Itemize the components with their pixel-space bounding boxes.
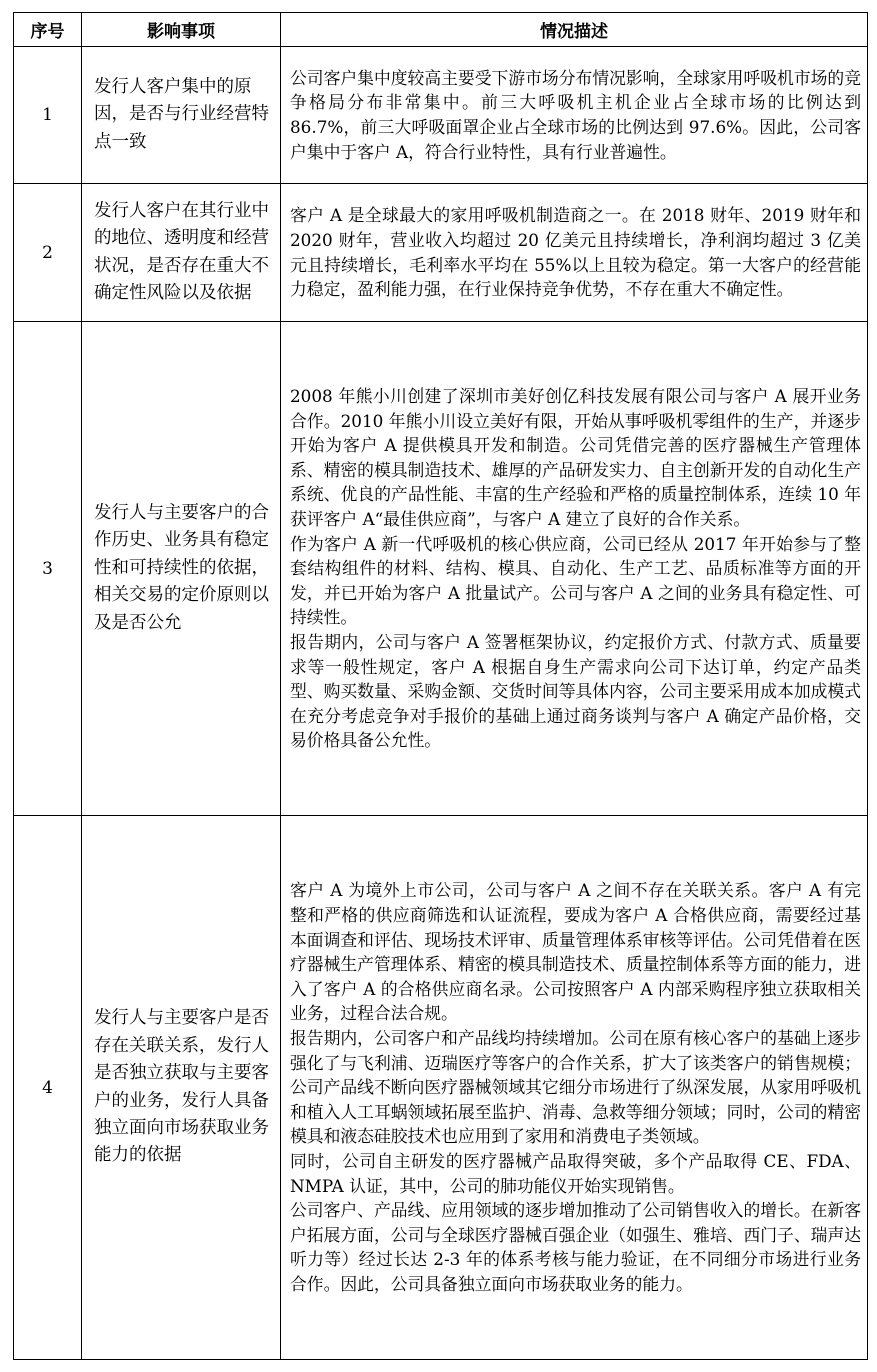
table-row: [14, 184, 868, 322]
description-paragraph: 客户 A 是全球最大的家用呼吸机制造商之一。在 2018 财年、2019 财年和 2020 财年，营业收入均超过 20 亿美元且持续增长，净利润均超过 3 亿美元且持续增长，毛利率水平均在 55%以上且较为稳定。第一大客户的经营能力稳定，盈利能力强，在行业保持竞争优势，不存在重大不确定性。: [290, 205, 861, 300]
description-paragraph: 作为客户 A 新一代呼吸机的核心供应商，公司已经从 2017 年开始参与了整套结构组件的材料、结构、模具、自动化、生产工艺、品质标准等方面的开发，并已开始为客户 A 批量试产。公司与客户 A 之间的业务具有稳定性、可持续性。: [290, 533, 861, 628]
row-item: 发行人与主要客户是否存在关联关系，发行人是否独立获取与主要客户的业务，发行人具备独立面向市场获取业务能力的依据: [82, 816, 281, 1360]
row-description: [281, 47, 868, 184]
row-item: 发行人客户集中的原因，是否与行业经营特点一致: [82, 47, 281, 184]
row-item: 发行人客户在其行业中的地位、透明度和经营状况，是否存在重大不确定性风险以及依据: [82, 184, 281, 322]
row-description: [281, 816, 868, 1360]
row-index: 1: [14, 47, 82, 184]
description-paragraph: 客户 A 为境外上市公司，公司与客户 A 之间不存在关联关系。客户 A 有完整和严格的供应商筛选和认证流程，要成为客户 A 合格供应商，需要经过基本面调查和评估、现场技术评审、质量管理体系审核等评估。公司凭借着在医疗器械生产管理体系、精密的模具制造技术、质量控制体系等方面的能力，进入了客户 A 的合格供应商名录。公司按照客户 A 内部采购程序独立获取相关业务，过程合法合规。: [290, 880, 861, 1024]
header-index: 序号: [14, 13, 82, 47]
header-description: 情况描述: [281, 13, 868, 47]
description-paragraph: 公司客户集中度较高主要受下游市场分布情况影响，全球家用呼吸机市场的竞争格局分布非常集中。前三大呼吸机主机企业占全球市场的比例达到 86.7%，前三大呼吸面罩企业占全球市场的比例达到 97.6%。因此，公司客户集中于客户 A，符合行业特性，具有行业普遍性。: [290, 67, 861, 162]
table-row: [14, 816, 868, 1360]
header-item: 影响事项: [82, 13, 281, 47]
description-paragraph: 公司客户、产品线、应用领域的逐步增加推动了公司销售收入的增长。在新客户拓展方面，公司与全球医疗器械百强企业（如强生、雅培、西门子、瑞声达听力等）经过长达 2-3 年的体系考核与能力验证，在不同细分市场进行业务合作。因此，公司具备独立面向市场获取业务的能力。: [290, 1200, 861, 1294]
row-description: [281, 184, 868, 322]
description-paragraph: 报告期内，公司与客户 A 签署框架协议，约定报价方式、付款方式、质量要求等一般性规定，客户 A 根据自身生产需求向公司下达订单，约定产品类型、购买数量、采购金额、交货时间等具体内容，公司主要采用成本加成模式在充分考虑竞争对手报价的基础上通过商务谈判与客户 A 确定产品价格，交易价格具备公允性。: [290, 631, 861, 751]
description-paragraph: 2008 年熊小川创建了深圳市美好创亿科技发展有限公司与客户 A 展开业务合作。2010 年熊小川设立美好有限，开始从事呼吸机零组件的生产，并逐步开始为客户 A 提供模具开发和制造。公司凭借完善的医疗器械生产管理体系、精密的模具制造技术、雄厚的产品研发实力、自主创新开发的自动化生产系统、优良的产品性能、丰富的生产经验和严格的质量控制体系，连续 10 年获评客户 A“最佳供应商”，与客户 A 建立了良好的合作关系。: [290, 386, 861, 530]
table-row: [14, 322, 868, 816]
description-paragraph: 报告期内，公司客户和产品线均持续增加。公司在原有核心客户的基础上逐步强化了与飞利浦、迈瑞医疗等客户的合作关系，扩大了该类客户的销售规模；公司产品线不断向医疗器械领域其它细分市场进行了纵深发展，从家用呼吸机和植入人工耳蜗领域拓展至监护、消毒、急救等细分领域；同时，公司的精密模具和液态硅胶技术也应用到了家用和消费电子类领域。: [290, 1028, 861, 1147]
row-index: 4: [14, 816, 82, 1360]
disclosure-table: [13, 12, 868, 1360]
table-header-row: [14, 13, 868, 47]
row-item: 发行人与主要客户的合作历史、业务具有稳定性和可持续性的依据，相关交易的定价原则以及是否公允: [82, 322, 281, 816]
row-index: 3: [14, 322, 82, 816]
row-description: [281, 322, 868, 816]
description-paragraph: 同时，公司自主研发的医疗器械产品取得突破，多个产品取得 CE、FDA、NMPA 认证，其中，公司的肺功能仪开始实现销售。: [290, 1150, 861, 1196]
table-row: [14, 47, 868, 184]
row-index: 2: [14, 184, 82, 322]
